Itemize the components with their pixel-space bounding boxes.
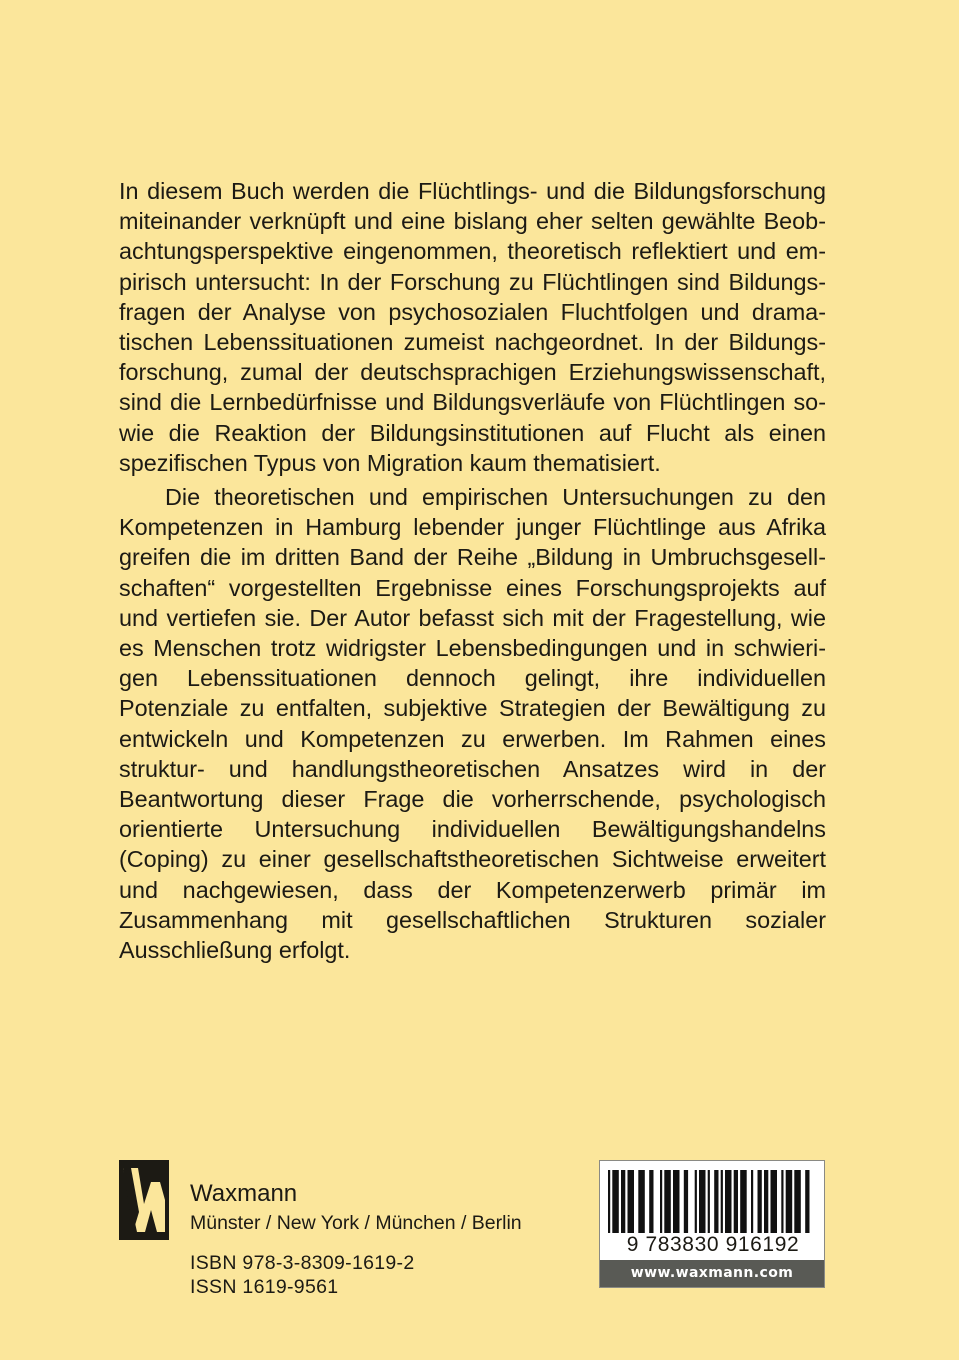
publisher-url: www.waxmann.com [600, 1260, 824, 1287]
waxmann-logo-icon [119, 1160, 169, 1240]
barcode-digits: 9 783830 916192 [604, 1233, 822, 1257]
isbn-number: ISBN 978-3-8309-1619-2 [190, 1252, 415, 1274]
back-cover-blurb [119, 176, 826, 965]
issn-number: ISSN 1619-9561 [190, 1276, 339, 1298]
blurb-paragraph-1: In diesem Buch werden die Flüchtlings- und die Bildungsforschung miteinander verknüpft und eine bislang eher selten gewählte Beobachtungsperspektive eingenommen, theoretisch reflektiert und empirisch untersucht: In der Forschung zu Flüchtlingen sind Bildungsfragen der Analyse von psychosozialen Fluchtfolgen und dramatischen Lebenssituationen zumeist nachgeordnet. In der Bildungsforschung, zumal der deutschsprachigen Erziehungswissenschaft, sind die Lernbedürfnisse und Bildungsverläufe von Flüchtlingen sowie die Reaktion der Bildungsinstitutionen auf Flucht als einen spezifischen Typus von Migration kaum thematisiert. [119, 178, 826, 476]
publisher-name: Waxmann [190, 1180, 298, 1207]
barcode-box [599, 1160, 825, 1288]
blurb-paragraph-2: Die theoretischen und empirischen Untersuchungen zu den Kompetenzen in Hamburg lebender junger Flüchtlinge aus Afrika greifen die im dritten Band der Reihe „Bildung in Umbruchsgesellschaften“ vorgestellten Ergebnisse eines Forschungsprojekts auf und vertiefen sie. Der Autor befasst sich mit der Fragestellung, wie es Menschen trotz widrigster Lebensbedingungen und in schwierigen Lebenssituationen dennoch gelingt, ihre individuellen Potenziale zu entfalten, subjektive Strategien der Bewältigung zu entwickeln und Kompetenzen zu erwerben. Im Rahmen eines struktur- und handlungstheoretischen Ansatzes wird in der Beantwortung dieser Frage die vorherrschende, psychologisch orientierte Untersuchung individuellen Bewältigungshandelns (Coping) zu einer gesellschaftstheoretischen Sichtweise erweitert und nachgewiesen, dass der Kompetenzerwerb primär im Zusammenhang mit gesellschaftlichen Strukturen sozialer Ausschließung erfolgt. [119, 484, 826, 964]
publisher-places: Münster / New York / München / Berlin [190, 1212, 522, 1234]
